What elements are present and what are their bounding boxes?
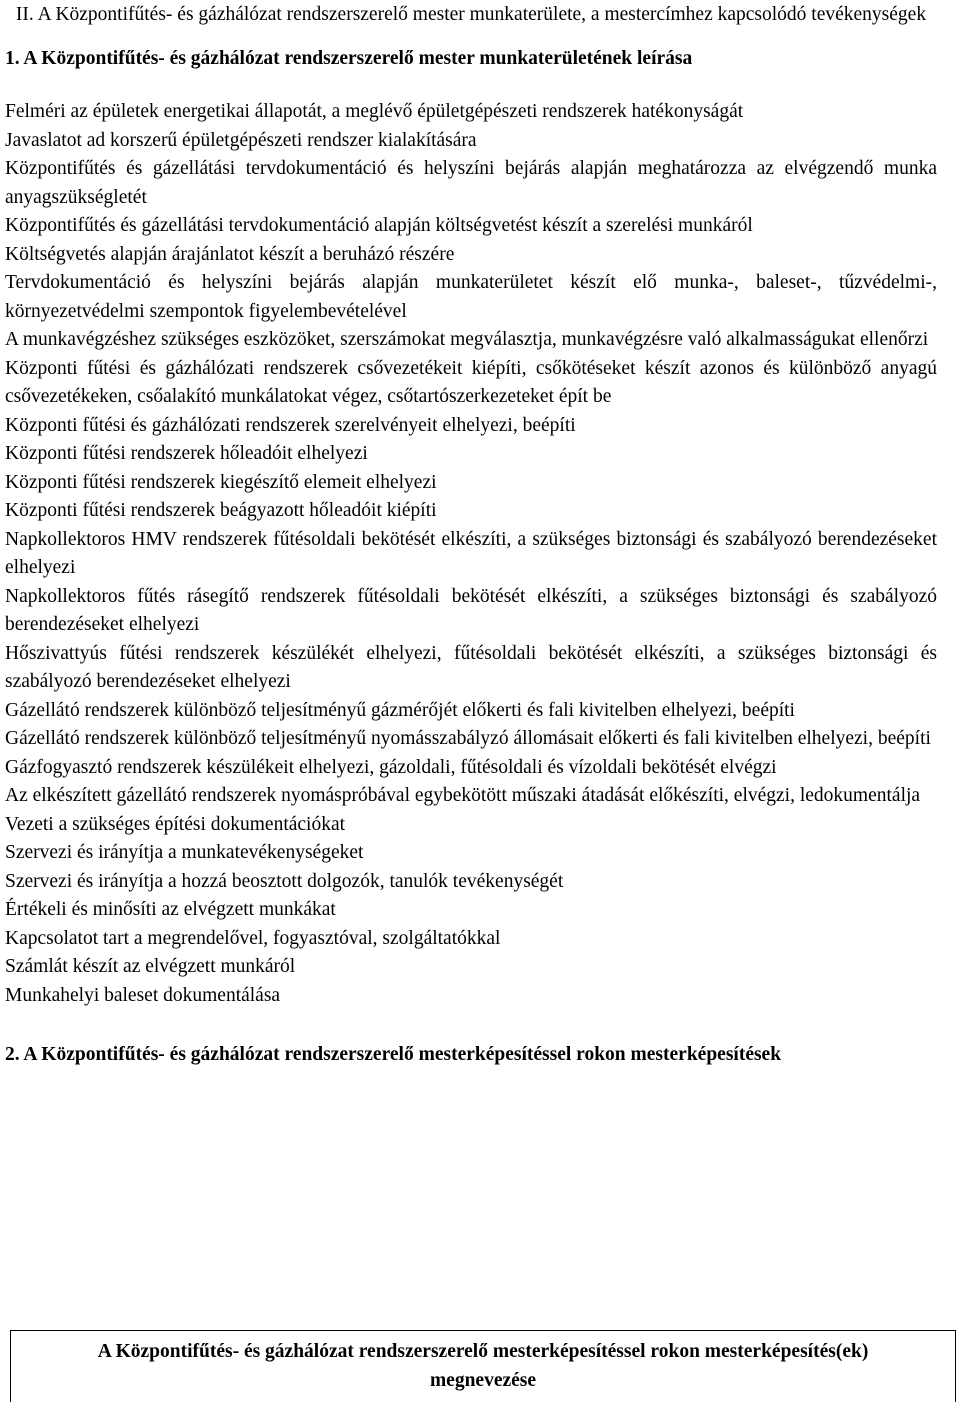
task-item: Az elkészített gázellátó rendszerek nyomáspróbával egybekötött műszaki átadását előkészíti, elvégzi, ledokumentálja (5, 785, 921, 806)
task-item: Gázfogyasztó rendszerek készülékeit elhelyezi, gázoldali, fűtésoldali és vízoldali bekötését elvégzi (5, 756, 777, 778)
task-item: A munkavégzéshez szükséges eszközöket, szerszámokat megválasztja, munkavégzésre való alkalmasságukat ellenőrzi (5, 329, 929, 350)
task-item: Szervezi és irányítja a hozzá beosztott dolgozók, tanulók tevékenységét (5, 870, 564, 892)
task-item: Számlát készít az elvégzett munkáról (5, 956, 296, 977)
task-item: Napkollektoros HMV rendszerek fűtésoldali bekötését elkészíti, a szükséges biztonsági és szabályozó berendezéseket elhelyezi (5, 528, 937, 578)
related-qualifications-table-header (10, 1330, 956, 1402)
task-item: Központifűtés és gázellátási tervdokumentáció és helyszíni bejárás alapján meghatározza az elvégzendő munka anyagszükségletét (5, 158, 937, 208)
document-title: II. A Központifűtés- és gázhálózat rendszerszerelő mester munkaterülete, a mestercímhez kapcsolódó tevékenységek (15, 4, 927, 25)
task-list (5, 98, 937, 1010)
task-item: Gázellátó rendszerek különböző teljesítményű nyomásszabályzó állomásait előkerti és fali kivitelben elhelyezi, beépíti (5, 728, 931, 749)
task-item: Hőszivattyús fűtési rendszerek készülékét elhelyezi, fűtésoldali bekötését elkészíti, a szükséges biztonsági és szabályozó berendezéseket elhelyezi (5, 642, 937, 692)
task-item: Gázellátó rendszerek különböző teljesítményű gázmérőjét előkerti és fali kivitelben elhelyezi, beépíti (5, 699, 795, 721)
task-item: Költségvetés alapján árajánlatot készít a beruházó részére (5, 243, 455, 265)
task-item: Napkollektoros fűtés rásegítő rendszerek fűtésoldali bekötését elkészíti, a szükséges biztonsági és szabályozó berendezéseket elhelyezi (5, 585, 937, 635)
task-item: Szervezi és irányítja a munkatevékenységeket (5, 842, 364, 863)
task-item: Vezeti a szükséges építési dokumentációkat (5, 813, 346, 835)
related-qualifications-header-text: A Központifűtés- és gázhálózat rendszerszerelő mesterképesítéssel rokon mesterképesítés(ek) megnevezése (97, 1341, 869, 1391)
section-2-heading: 2. A Központifűtés- és gázhálózat rendszerszerelő mesterképesítéssel rokon mesterképesítések (5, 1044, 782, 1065)
task-item: Központi fűtési rendszerek kiegészítő elemeit elhelyezi (5, 471, 437, 493)
task-item: Központi fűtési rendszerek beágyazott hőleadóit kiépíti (5, 500, 437, 521)
task-item: Értékeli és minősíti az elvégzett munkákat (5, 899, 336, 920)
section-1-heading: 1. A Központifűtés- és gázhálózat rendszerszerelő mester munkaterületének leírása (5, 48, 693, 69)
task-item: Felméri az épületek energetikai állapotát, a meglévő épületgépészeti rendszerek hatékonyságát (5, 101, 744, 122)
task-item: Központi fűtési rendszerek hőleadóit elhelyezi (5, 443, 368, 464)
task-item: Javaslatot ad korszerű épületgépészeti rendszer kialakítására (5, 129, 477, 151)
task-item: Kapcsolatot tart a megrendelővel, fogyasztóval, szolgáltatókkal (5, 927, 501, 949)
document-page (5, 0, 937, 1070)
task-item: Központifűtés és gázellátási tervdokumentáció alapján költségvetést készít a szerelési munkáról (5, 215, 753, 236)
task-item: Tervdokumentáció és helyszíni bejárás alapján munkaterületet készít elő munka-, baleset-, tűzvédelmi-, környezetvédelmi szempontok figyelembevételével (5, 272, 937, 322)
task-item: Központi fűtési és gázhálózati rendszerek csővezetékeit kiépíti, csőkötéseket készít azonos és különböző anyagú csővezetékeken, csőalakító munkálatokat végez, csőtartószerkezeteket épít be (5, 357, 937, 407)
task-item: Munkahelyi baleset dokumentálása (5, 984, 281, 1006)
task-item: Központi fűtési és gázhálózati rendszerek szerelvényeit elhelyezi, beépíti (5, 414, 576, 436)
